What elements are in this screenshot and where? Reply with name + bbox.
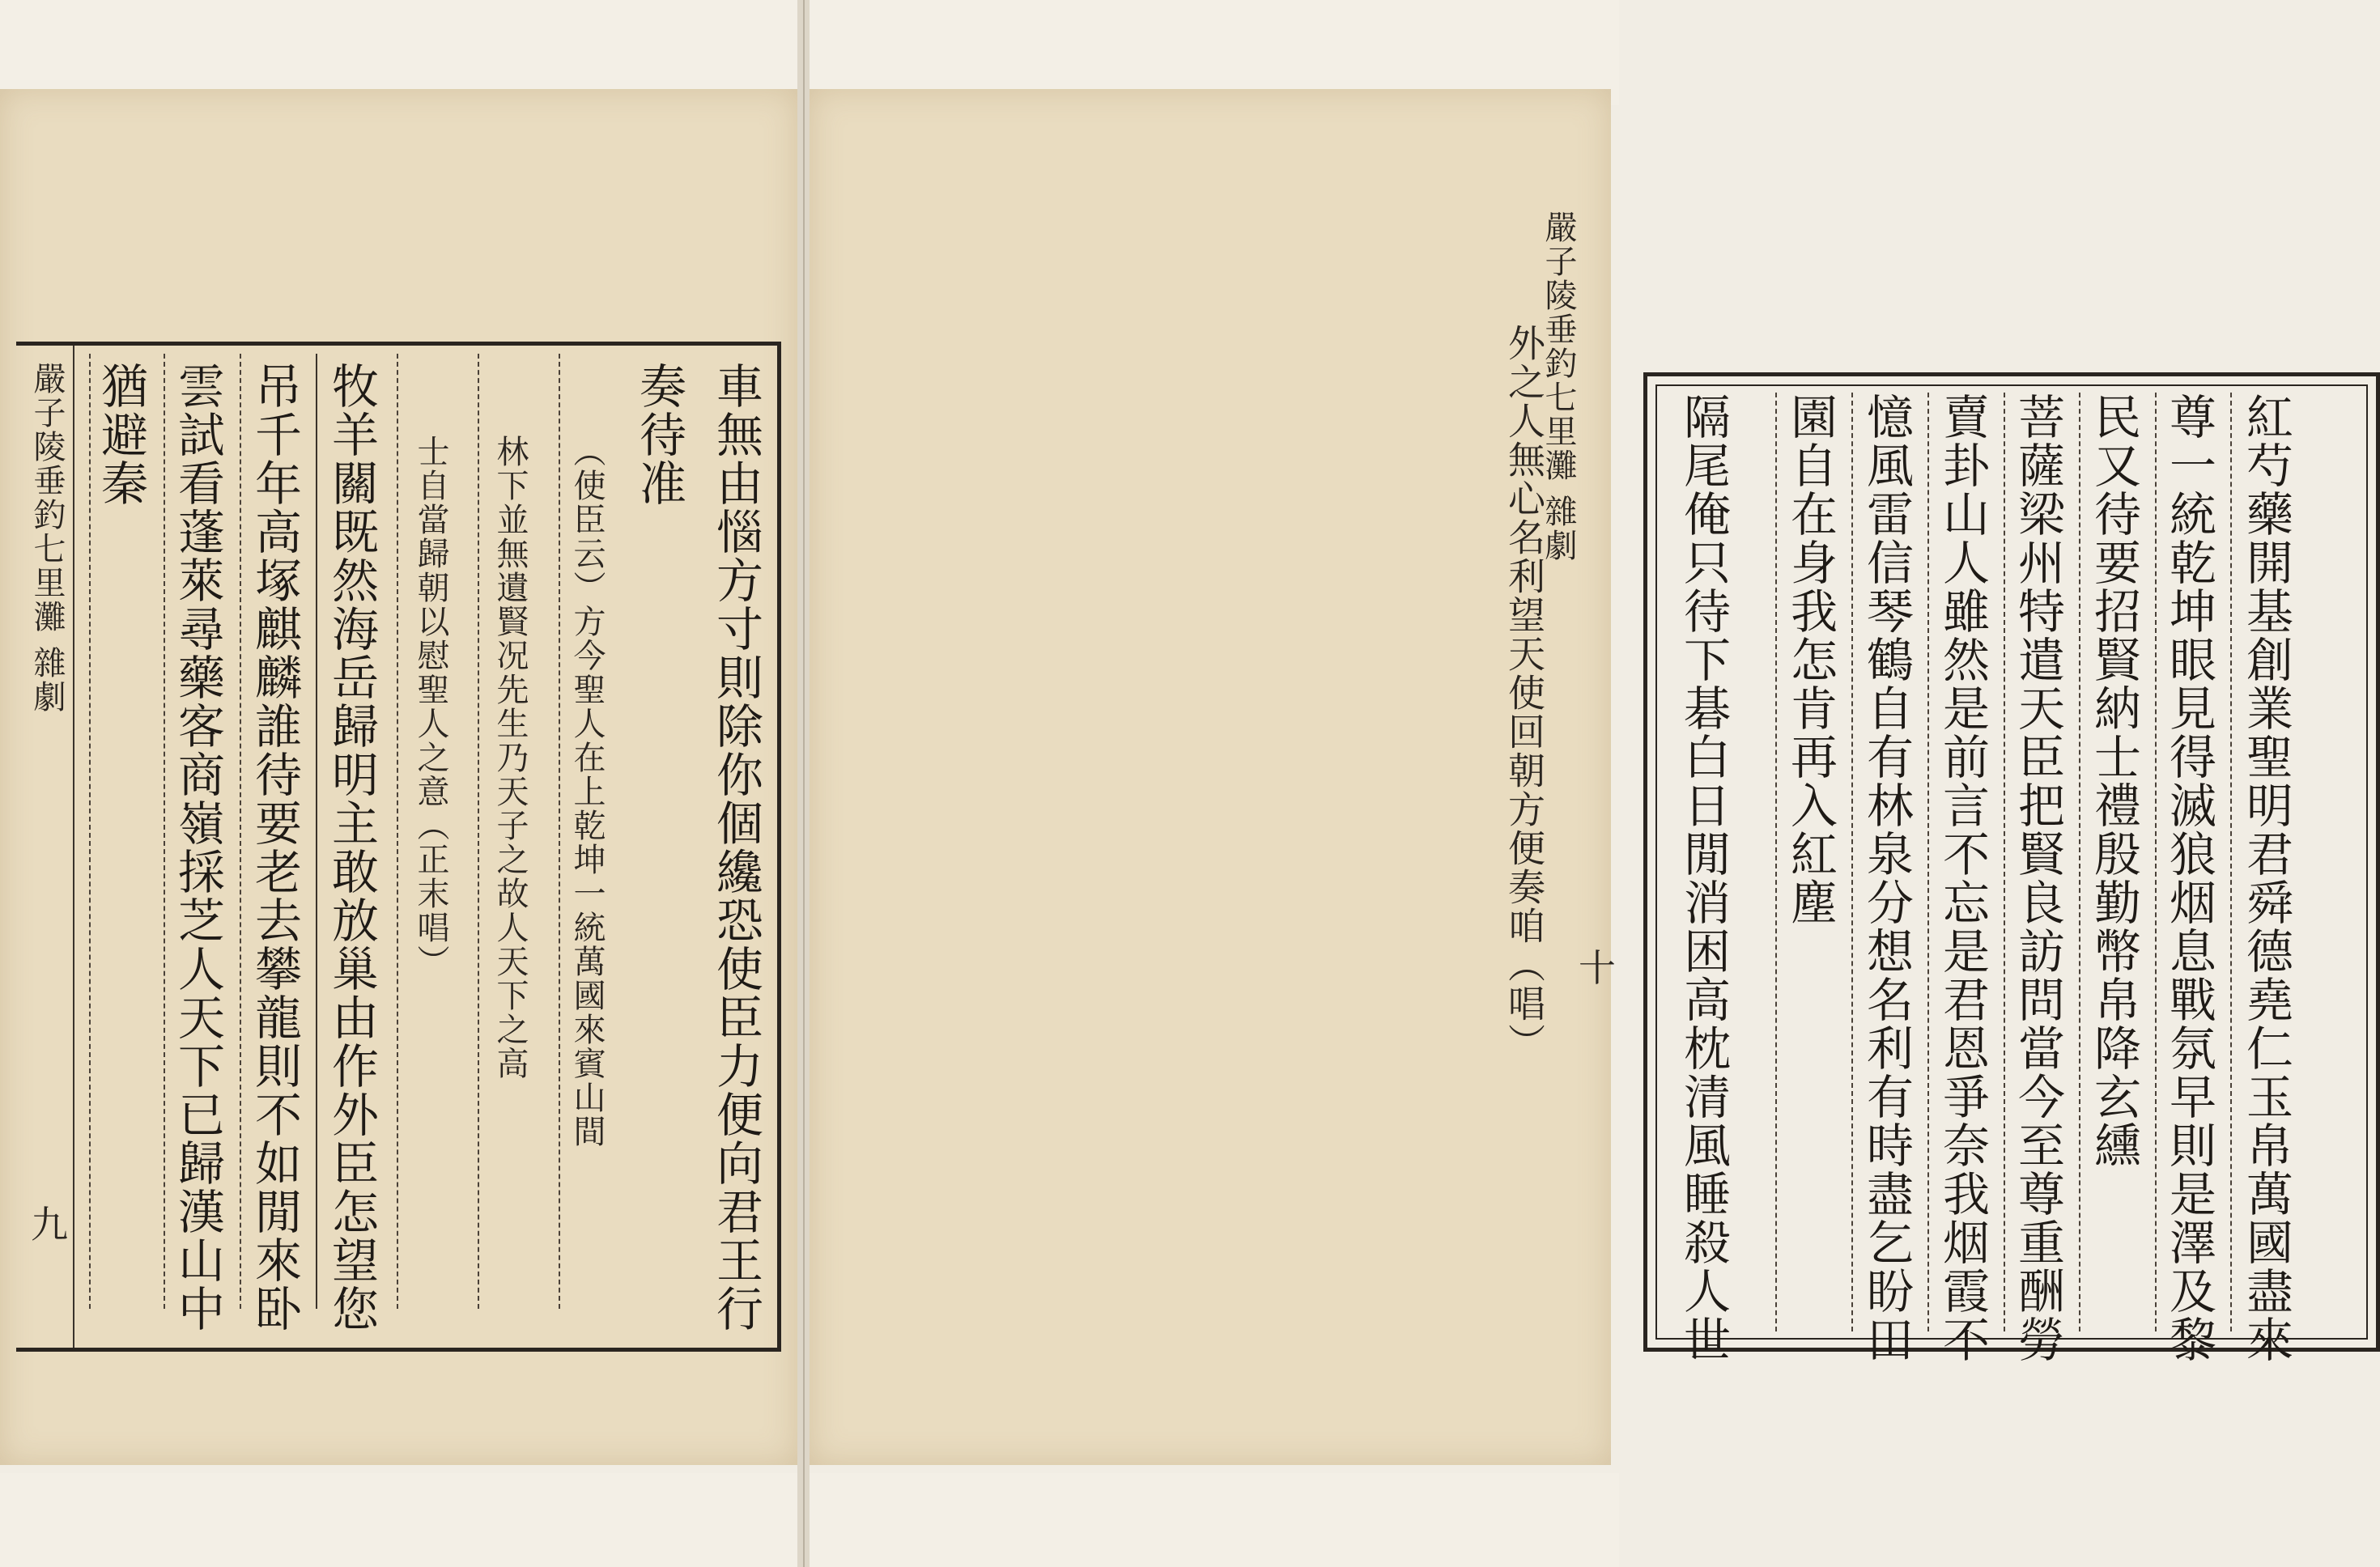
right-header-line: 外之人無心名利望天使回朝方便奏咱（唱） <box>1502 324 1546 1062</box>
left-margin-title: 嚴子陵垂釣七里灘 雜劇 <box>28 362 66 714</box>
column-rule <box>1851 393 1853 1331</box>
column-rule <box>559 354 560 1309</box>
fold-margin-rule <box>73 346 74 1348</box>
right-page-frame <box>1643 372 2380 1364</box>
left-col-4: 林下並無遺賢况先生乃天子之故人天下之高 <box>491 435 529 1081</box>
column-rule <box>89 354 91 1309</box>
right-col-5: 賣卦山人雖然是前言不忘是君恩爭奈我烟霞不 <box>1935 393 1990 1364</box>
column-rule <box>2079 393 2080 1331</box>
right-col-8: 隔尾俺只待下碁白日閒消困高枕清風睡殺人世 <box>1676 393 1731 1364</box>
column-rule <box>2230 393 2232 1331</box>
column-rule <box>240 354 241 1309</box>
right-col-2: 尊一統乾坤眼見得滅狼烟息戰氛早則是澤及黎 <box>2161 393 2216 1364</box>
column-rule <box>1775 393 1777 1331</box>
column-rule <box>397 354 398 1309</box>
column-rule <box>2155 393 2157 1331</box>
column-rule <box>164 354 165 1309</box>
left-page <box>0 89 797 1465</box>
column-rule <box>316 354 317 1309</box>
right-col-6: 憶風雷信琴鶴自有林泉分想名利有時盡乞盼田 <box>1859 393 1914 1364</box>
right-col-4: 菩薩梁州特遣天臣把賢良訪問當今至尊重酬勞 <box>2010 393 2065 1364</box>
gutter-line <box>803 0 805 1567</box>
right-col-1: 紅芍藥開基創業聖明君舜德堯仁玉帛萬國盡來 <box>2238 393 2293 1364</box>
left-col-1: 車無由惱方寸則除你個纔恐使臣力便向君王行 <box>708 362 763 1333</box>
left-col-5: 士自當歸朝以慰聖人之意（正末唱） <box>412 435 449 979</box>
left-page-frame <box>16 342 781 1352</box>
left-col-8: 雲試看蓬萊尋藥客商嶺採芝人天下已歸漢山中 <box>170 362 225 1333</box>
left-col-9: 猶避秦 <box>93 362 148 507</box>
right-page <box>810 89 2293 1465</box>
left-col-6: 牧羊關既然海岳歸明主敢放巢由作外臣怎望您 <box>324 362 379 1333</box>
left-col-3: （使臣云）方今聖人在上乾坤一統萬國來賓山間 <box>568 435 606 1149</box>
column-rule <box>1927 393 1929 1331</box>
right-col-3: 民又待要招賢納士禮殷勤幣帛降玄纁 <box>2086 393 2141 1170</box>
left-col-2: 奏待准 <box>631 362 686 507</box>
column-rule <box>478 354 479 1309</box>
left-col-7: 吊千年高塚麒麟誰待要老去攀龍則不如閒來卧 <box>247 362 302 1333</box>
right-page-number: 十 <box>1579 946 1616 990</box>
right-col-7: 園自在身我怎肯再入紅塵 <box>1783 393 1838 927</box>
left-page-number: 九 <box>31 1203 68 1246</box>
right-margin-title: 嚴子陵垂釣七里灘 雜劇 <box>1540 210 1577 563</box>
scan-backdrop-bottom <box>0 1473 1619 1567</box>
column-rule <box>2004 393 2005 1331</box>
